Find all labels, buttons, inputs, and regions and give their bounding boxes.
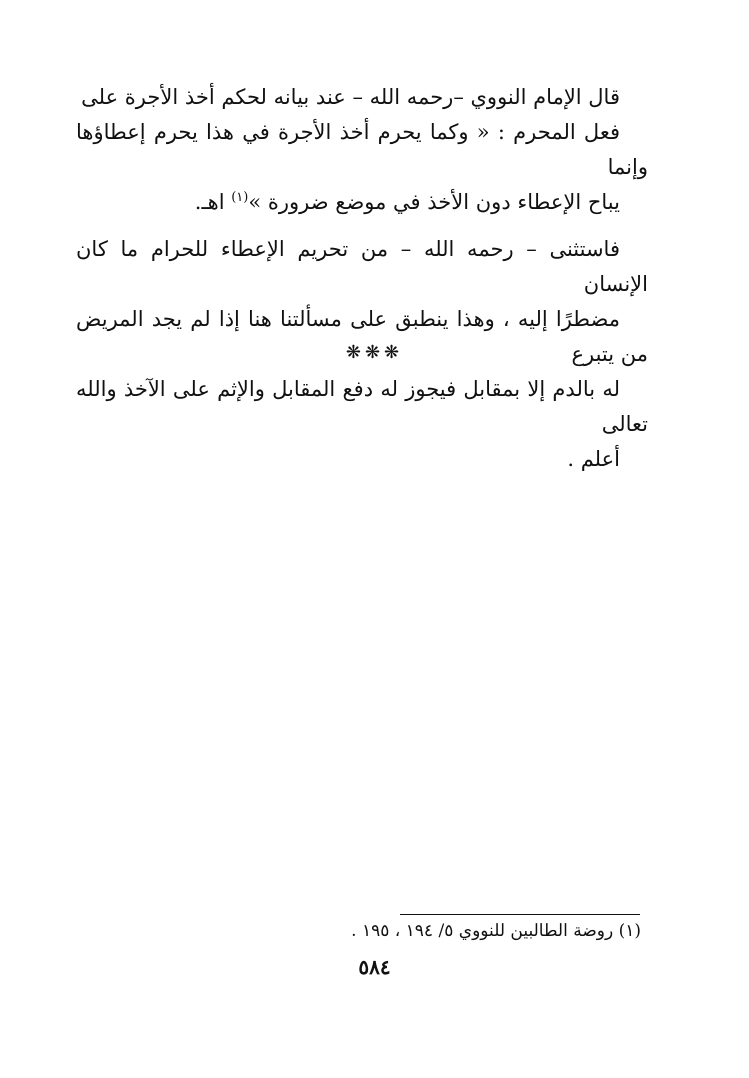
main-text bbox=[76, 80, 648, 477]
footnote-divider bbox=[400, 914, 640, 915]
text-line: فعل المحرم : « وكما يحرم أخذ الأجرة في هذا يحرم إعطاؤها وإنما bbox=[76, 120, 648, 179]
footnote: (١) روضة الطالبين للنووي ٥/ ١٩٤ ، ١٩٥ . bbox=[351, 921, 641, 941]
text-line bbox=[76, 185, 648, 220]
page-number: ٥٨٤ bbox=[358, 955, 391, 979]
paragraph-1 bbox=[76, 80, 648, 220]
text-line: قال الإمام النووي –رحمه الله – عند بيانه لحكم أخذ الأجرة على bbox=[81, 85, 620, 109]
footnote-reference: (١) bbox=[231, 190, 249, 205]
section-separator: ❋❋❋ bbox=[345, 342, 404, 363]
text-line: فاستثنى – رحمه الله – من تحريم الإعطاء للحرام ما كان الإنسان bbox=[76, 237, 648, 296]
text-line: مضطرًا إليه ، وهذا ينطبق على مسألتنا هنا إذا لم يجد المريض من يتبرع bbox=[76, 307, 648, 366]
text-line-body: يباح الإعطاء دون الأخذ في موضع ضرورة » bbox=[248, 190, 620, 214]
text-line: أعلم . bbox=[567, 447, 620, 471]
text-line: له بالدم إلا بمقابل فيجوز له دفع المقابل والإثم على الآخذ والله تعالى bbox=[76, 377, 648, 436]
text-line-tail: اهـ. bbox=[194, 190, 232, 214]
